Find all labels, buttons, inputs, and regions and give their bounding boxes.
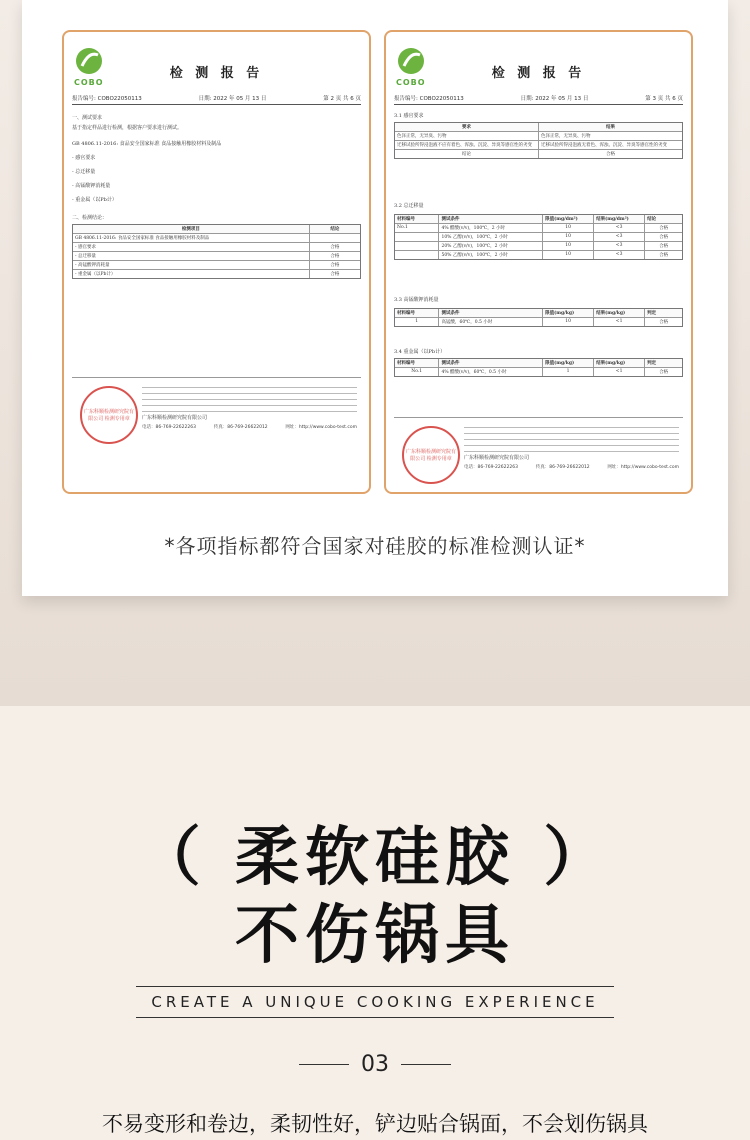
phone: 电话：86-769-22622263 bbox=[464, 465, 518, 470]
website: 网址：http://www.cobo-test.com bbox=[285, 425, 357, 430]
logo-text: COBO bbox=[74, 78, 104, 87]
section-kmno4-heading: 3.3 高锰酸钾消耗量 bbox=[394, 297, 439, 303]
req-item: - 高锰酸钾消耗量 bbox=[72, 183, 111, 189]
report-meta bbox=[394, 94, 683, 102]
feature-number-text: 03 bbox=[361, 1052, 389, 1077]
sensory-table bbox=[394, 122, 683, 159]
table-header-row: 材料编号 测试条件 限值(mg/dm²) 结果(mg/dm²) 结论 bbox=[395, 215, 682, 224]
req-item: - 感官要求 bbox=[72, 155, 96, 161]
report-number: 报告编号: COBO22050113 bbox=[394, 96, 464, 102]
table-row: 50% 乙醇(v/v)，100℃，2 小时 10 <3 合格 bbox=[395, 251, 682, 259]
migration-table bbox=[394, 214, 683, 260]
report-footer bbox=[394, 417, 683, 488]
standard-text: GB 4806.11-2016: 食品安全国家标准 食品接触用橡胶材料及制品 bbox=[72, 141, 222, 147]
report-meta bbox=[72, 94, 361, 102]
official-stamp: 广东科顺检测研究院有限公司 检测专用章 bbox=[80, 386, 138, 444]
req-item: - 总迁移量 bbox=[72, 169, 96, 175]
report-title: 检 测 报 告 bbox=[491, 66, 586, 81]
report-date: 日期: 2022 年 05 月 13 日 bbox=[520, 96, 589, 102]
table-header-row: 要求 结果 bbox=[395, 123, 682, 132]
report-footer bbox=[72, 377, 361, 448]
test-report-page-3 bbox=[384, 30, 693, 494]
dash-line bbox=[299, 1064, 349, 1065]
divider bbox=[72, 104, 361, 105]
company-name: 广东科顺检测研究院有限公司 bbox=[142, 415, 208, 421]
table-row: - 感官要求 合格 bbox=[73, 243, 360, 252]
table-row: 20% 乙醇(v/v)，100℃，2 小时 10 <3 合格 bbox=[395, 242, 682, 251]
fax: 传真：86-769-26622012 bbox=[535, 465, 590, 470]
section-sensory-heading: 3.1 感官要求 bbox=[394, 113, 424, 119]
table-header-row: 材料编号 测试条件 限值(mg/kg) 结果(mg/kg) 判定 bbox=[395, 309, 682, 318]
table-row: No.1 4% 醋酸(v/v)，60℃，0.5 小时 1 <1 合格 bbox=[395, 368, 682, 376]
table-row: - 高锰酸钾消耗量 合格 bbox=[73, 261, 360, 270]
section-metal-heading: 3.4 重金属（以Pb计） bbox=[394, 349, 446, 355]
feature-number bbox=[0, 1052, 750, 1077]
test-report-page-2 bbox=[62, 30, 371, 494]
section-migration-heading: 3.2 总迁移量 bbox=[394, 203, 424, 209]
table-row: No.1 4% 醋酸(v/v)，100℃，2 小时 10 <3 合格 bbox=[395, 224, 682, 233]
table-row: 色泽正常，无异臭、污物 色泽正常，无异臭、污物 bbox=[395, 132, 682, 141]
report-number: 报告编号: COBO22050113 bbox=[72, 96, 142, 102]
fine-print bbox=[142, 382, 357, 417]
headline-no-damage: 不伤锅具 bbox=[235, 899, 515, 973]
certification-caption: *各项指标都符合国家对硅胶的标准检测认证* bbox=[164, 534, 586, 558]
table-row: - 重金属（以Pb计） 合格 bbox=[75, 272, 340, 277]
contact-line bbox=[142, 424, 357, 430]
report-date: 日期: 2022 年 05 月 13 日 bbox=[198, 96, 267, 102]
table-header-cell: 检测项目 bbox=[73, 225, 310, 233]
website: 网址：http://www.cobo-test.com bbox=[607, 465, 679, 470]
table-row: 迁移试验所得浸泡液不应有着色、浑浊、沉淀、异臭等感官性的劣变 迁移试验所得浸泡液无着色、浑浊、沉淀、异臭等感官性的劣变 bbox=[395, 141, 682, 150]
headline-soft-silicone: （ 柔软硅胶 ） bbox=[136, 821, 614, 895]
subtitle-band bbox=[136, 986, 614, 1018]
section-conclusion-heading: 二、检测结论： bbox=[72, 215, 108, 221]
dash-line bbox=[401, 1064, 451, 1065]
table-row: 结论 合格 bbox=[395, 150, 682, 158]
contact-line bbox=[464, 464, 679, 470]
report-page: 第 3 页 共 6 页 bbox=[645, 96, 683, 102]
kmno4-table bbox=[394, 308, 683, 327]
table-row: - 总迁移量 合格 bbox=[73, 252, 360, 261]
table-header-cell: 结论 bbox=[330, 227, 340, 232]
subtitle: CREATE A UNIQUE COOKING EXPERIENCE bbox=[151, 993, 599, 1011]
section-requirements-heading: 一、测试要求 bbox=[72, 115, 103, 121]
divider bbox=[394, 104, 683, 105]
conclusion-table bbox=[72, 224, 361, 279]
report-page: 第 2 页 共 6 页 bbox=[323, 96, 361, 102]
fax: 传真：86-769-26622012 bbox=[213, 425, 268, 430]
official-stamp: 广东科顺检测研究院有限公司 检测专用章 bbox=[402, 426, 460, 484]
table-header-row: 材料编号 测试条件 限值(mg/kg) 结果(mg/kg) 判定 bbox=[395, 359, 682, 368]
table-row: GB 4806.11-2016: 食品安全国家标准 食品接触用橡胶材料及制品 bbox=[73, 234, 360, 243]
feature-description: 不易变形和卷边，柔韧性好，铲边贴合锅面，不会划伤锅具 bbox=[102, 1112, 648, 1136]
table-row: 1 高锰酸，60℃，0.5 小时 10 <1 合格 bbox=[395, 318, 682, 326]
section-requirements-text: 基于指定样品进行检测，根据客户要求进行测试。 bbox=[72, 125, 183, 131]
fine-print bbox=[464, 422, 679, 457]
table-row: 10% 乙醇(v/v)，100℃，2 小时 10 <3 合格 bbox=[395, 233, 682, 242]
logo-text: COBO bbox=[396, 78, 426, 87]
company-name: 广东科顺检测研究院有限公司 bbox=[464, 455, 530, 461]
report-title: 检 测 报 告 bbox=[169, 66, 264, 81]
table-header-row bbox=[73, 225, 360, 234]
req-item: - 重金属（以Pb计） bbox=[72, 197, 117, 203]
metal-table bbox=[394, 358, 683, 377]
phone: 电话：86-769-22622263 bbox=[142, 425, 196, 430]
